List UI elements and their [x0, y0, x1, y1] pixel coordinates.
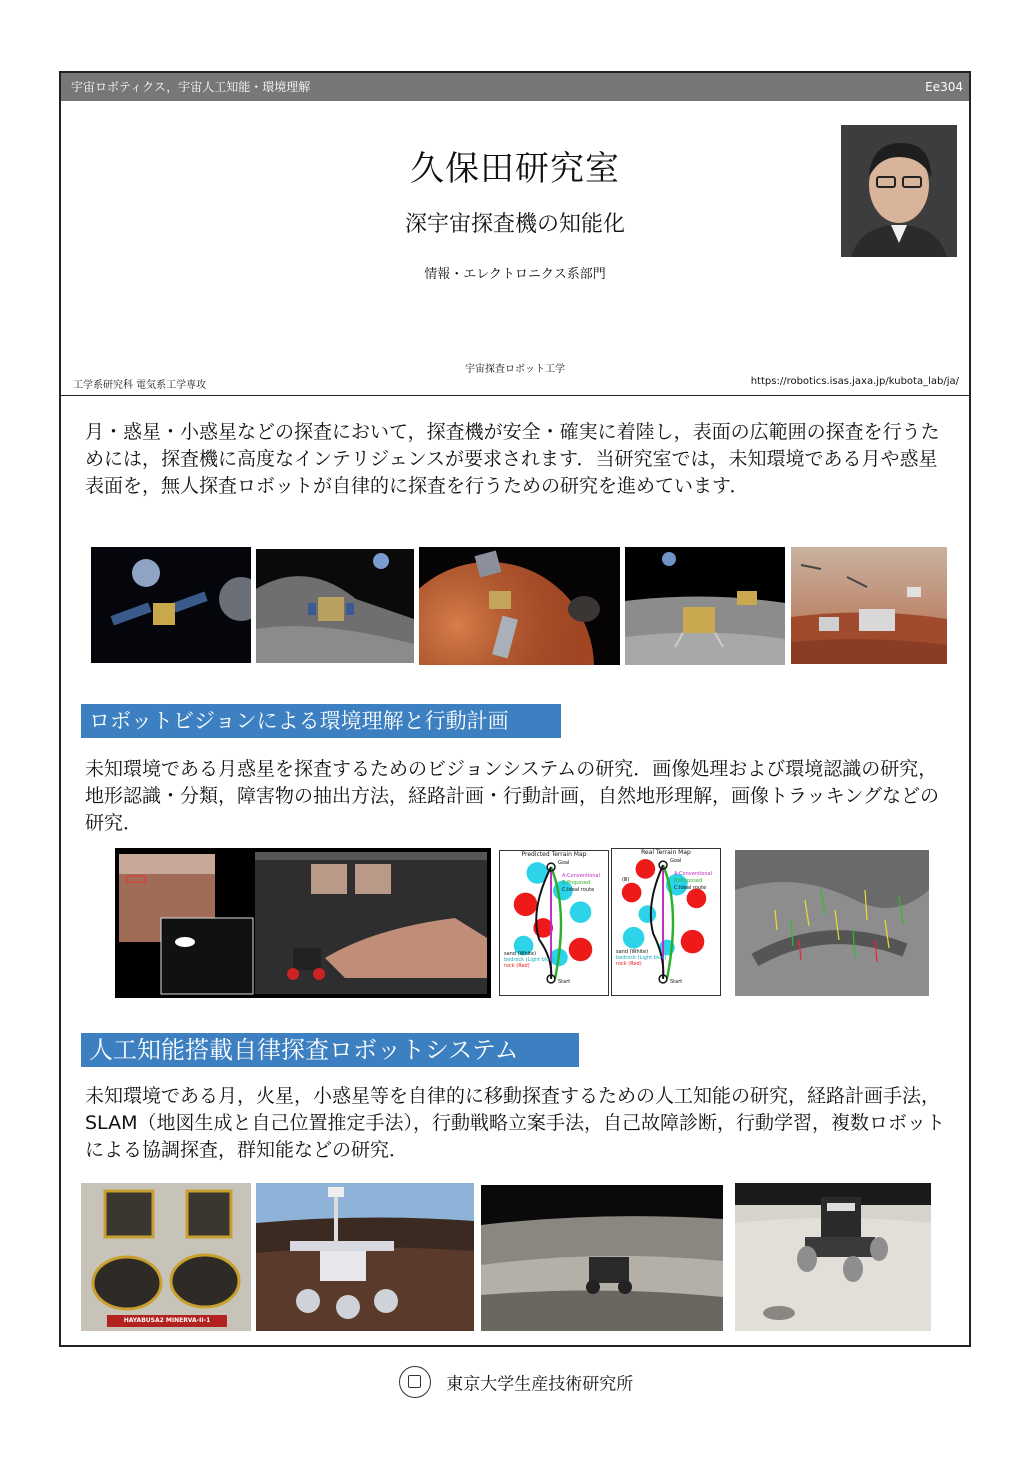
- predicted-terrain-map: [499, 850, 609, 996]
- vision-text: 未知環境である月惑星を探査するためのビジョンシステムの研究．画像処理および環境認識の研究，地形認識・分類，障害物の抽出方法，経路計画・行動計画，自然地形理解，画像トラッキングなどの研究．: [85, 758, 940, 834]
- predicted-route-a: A:Conventional: [562, 873, 600, 879]
- real-map-title: Real Terrain Map: [641, 849, 691, 856]
- mars-multi-robot-image: [791, 547, 947, 664]
- predicted-legend-rock: rock (Red): [504, 963, 530, 969]
- lab-url-link[interactable]: https://robotics.isas.jaxa.jp/kubota_lab/ja/: [750, 376, 959, 387]
- top-bar: [61, 73, 969, 101]
- code-label: Ee304: [925, 80, 963, 94]
- lab-title: 久保田研究室: [410, 149, 620, 189]
- minerva-label: HAYABUSA2 MINERVA-II-1: [123, 1317, 211, 1324]
- section-heading-ai: 人工知能搭載自律探査ロボットシステム: [81, 1033, 579, 1067]
- department-label: 情報・エレクトロニクス系部門: [424, 267, 606, 282]
- indoor-rover-image: [735, 1183, 931, 1331]
- lunar-lander-image: [625, 547, 785, 665]
- real-route-a: A:Conventional: [674, 871, 712, 877]
- real-start-label: Start: [670, 979, 683, 985]
- iis-seal-icon: [399, 1366, 431, 1398]
- professor-portrait: [841, 125, 957, 257]
- section-heading-vision: ロボットビジョンによる環境理解と行動計画: [81, 704, 561, 738]
- real-legend-rock: rock (Red): [616, 961, 642, 967]
- poster-frame: [59, 71, 971, 1347]
- field-rover-image: [256, 1183, 474, 1331]
- real-route-b: B:Proposed: [674, 878, 703, 884]
- lunar-terrain-rover-image: [481, 1185, 723, 1331]
- header-divider: [61, 395, 969, 396]
- terrain-tracking-image: [735, 850, 929, 996]
- predicted-goal-label: Goal: [558, 860, 570, 866]
- intro-text: 月・惑星・小惑星などの探査において，探査機が安全・確実に着陸し，表面の広範囲の探査を行うためには，探査機に高度なインテリジェンスが要求されます．当研究室では，未知環境である月や惑星表面を，無人探査ロボットが自律的に探査を行うための研究を進めています．: [85, 421, 940, 497]
- field-label: 宇宙探査ロボット工学: [465, 364, 565, 375]
- real-map-marker: (Ⅲ): [622, 877, 630, 883]
- predicted-legend-sand: sand (White): [504, 951, 537, 957]
- predicted-map-title: Predicted Terrain Map: [521, 851, 587, 858]
- footer: [0, 1366, 1032, 1398]
- lab-subtitle: 深宇宙探査機の知能化: [404, 212, 625, 237]
- lander-asteroid-image: [256, 549, 414, 663]
- real-goal-label: Goal: [670, 858, 682, 864]
- real-legend-sand: sand (White): [616, 949, 649, 955]
- predicted-route-b: B:Proposed: [562, 880, 591, 886]
- category-label: 宇宙ロボティクス，宇宙人工知能・環境理解: [71, 80, 311, 94]
- predicted-legend-bedrock: bedrock (Light blue): [504, 957, 555, 963]
- predicted-route-c: C:Ideal route: [562, 887, 595, 893]
- spacecraft-earth-image: [91, 547, 251, 663]
- minerva-rovers-image: [81, 1183, 251, 1331]
- ai-text: 未知環境である月，火星，小惑星等を自律的に移動探査するための人工知能の研究，経路計画手法，SLAM（地図生成と自己位置推定手法），行動戦略立案手法，自己故障診断，行動学習，複数ロボットによる協調探査，群知能などの研究．: [85, 1085, 945, 1161]
- institute-name: 東京大学生産技術研究所: [446, 1374, 634, 1395]
- spacecraft-mars-image: [419, 547, 620, 665]
- real-terrain-map: [611, 848, 721, 996]
- real-legend-bedrock: bedrock (Light blue): [616, 955, 667, 961]
- real-route-c: C:Ideal route: [674, 885, 707, 891]
- predicted-start-label: Start: [558, 979, 571, 985]
- course-label: 工学系研究科 電気系工学専攻: [73, 380, 207, 391]
- vision-software-image: [115, 848, 491, 998]
- portrait-image: [841, 125, 957, 257]
